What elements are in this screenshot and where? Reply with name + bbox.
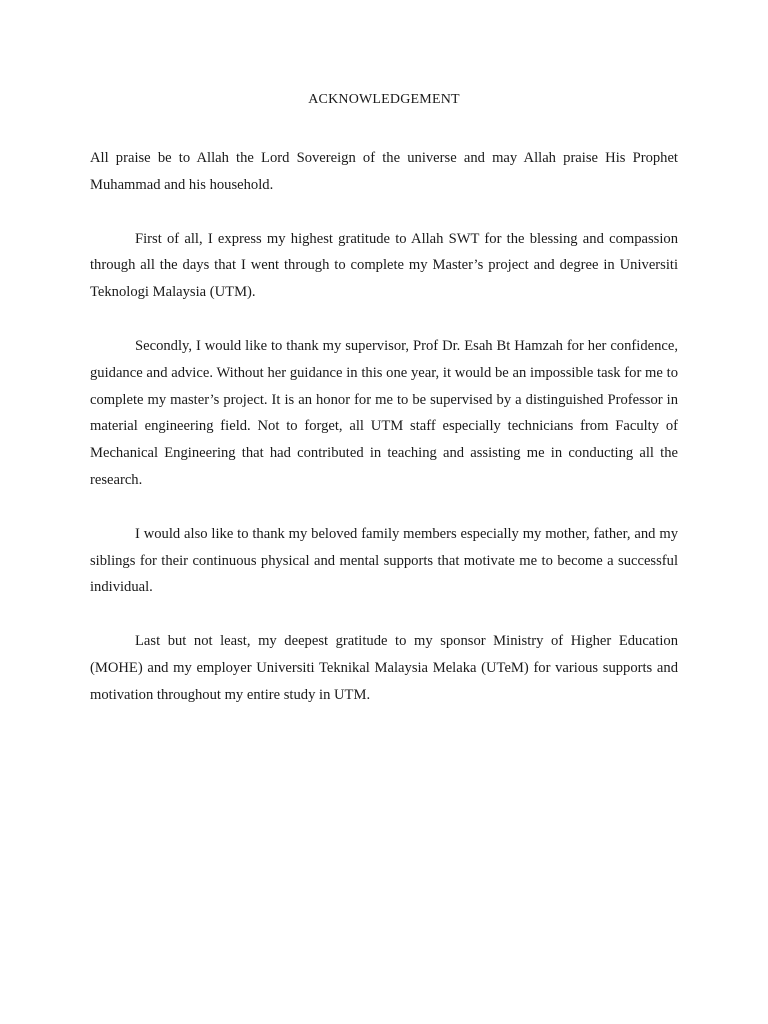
paragraph-5: Last but not least, my deepest gratitude to my sponsor Ministry of Higher Education (MOHE) and my employer Universiti Teknikal Malaysia Melaka (UTeM) for various supports and motivation throughout my entire study in UTM. — [90, 633, 678, 703]
paragraph-3: Secondly, I would like to thank my supervisor, Prof Dr. Esah Bt Hamzah for her confidence, guidance and advice. Without her guidance in this one year, it would be an impossible task for me to complete my master’s project. It is an honor for me to be supervised by a distinguished Professor in material engineering field. Not to forget, all UTM staff especially technicians from Faculty of Mechanical Engineering that had contributed in teaching and assisting me in conducting all the research. — [90, 337, 678, 488]
paragraph-1: All praise be to Allah the Lord Sovereign of the universe and may Allah praise His Prophet Muhammad and his household. — [90, 150, 678, 193]
page-title: ACKNOWLEDGEMENT — [308, 92, 460, 107]
paragraph-2: First of all, I express my highest gratitude to Allah SWT for the blessing and compassion through all the days that I went through to complete my Master’s project and degree in Universiti Teknologi Malaysia (UTM). — [90, 230, 678, 301]
document-body — [90, 145, 678, 736]
paragraph-4: I would also like to thank my beloved family members especially my mother, father, and my siblings for their continuous physical and mental supports that motivate me to become a successful individual. — [90, 525, 678, 596]
